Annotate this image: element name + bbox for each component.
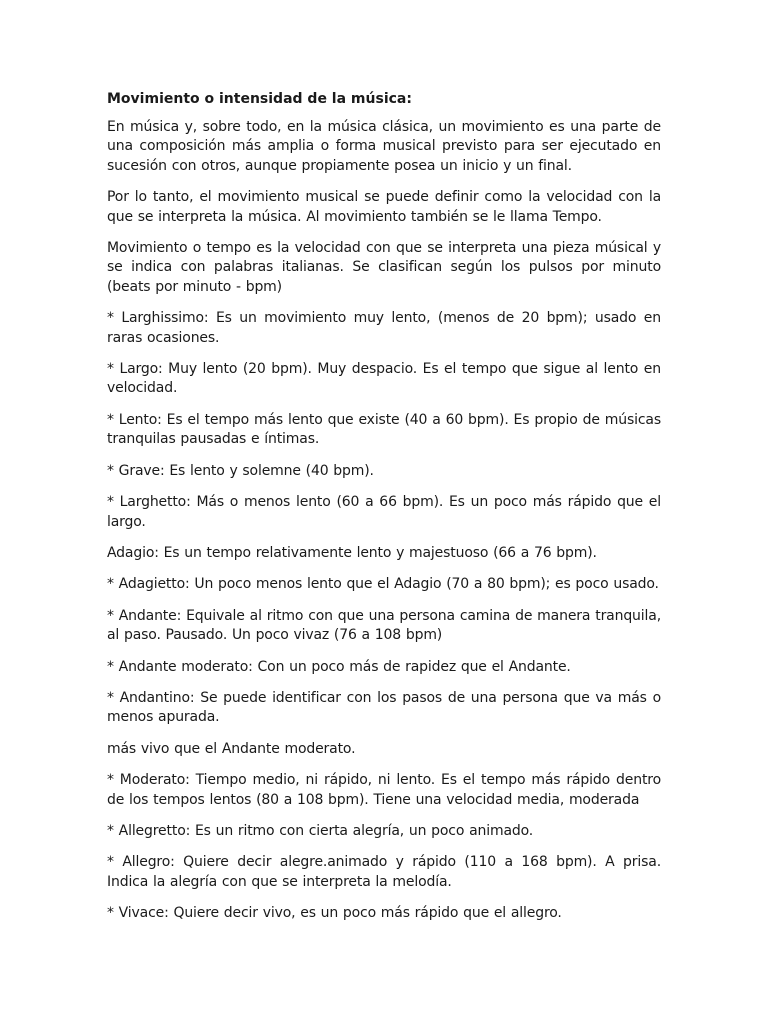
tempo-item-vivace: * Vivace: Quiere decir vivo, es un poco más rápido que el allegro. [107,905,562,922]
tempo-note-andantino-comparison: más vivo que el Andante moderato. [107,740,356,757]
paragraph-tempo-classification: Movimiento o tempo es la velocidad con que se interpreta una pieza músical y se indica con palabras italianas. Se clasifican según los pulsos por minuto (beats por minuto - bpm) [107,240,661,295]
tempo-item-andante: * Andante: Equivale al ritmo con que una persona camina de manera tranquila, al paso. Pausado. Un poco vivaz (76 a 108 bpm) [107,607,661,644]
tempo-item-allegretto: * Allegretto: Es un ritmo con cierta alegría, un poco animado. [107,822,534,839]
tempo-item-largo: * Largo: Muy lento (20 bpm). Muy despacio. Es el tempo que sigue al lento en velocidad. [107,361,661,397]
tempo-item-andantino: * Andantino: Se puede identificar con los pasos de una persona que va más o menos apurada. [107,689,661,726]
tempo-item-grave: * Grave: Es lento y solemne (40 bpm). [107,462,374,479]
tempo-item-adagietto: * Adagietto: Un poco menos lento que el Adagio (70 a 80 bpm); es poco usado. [107,576,659,593]
tempo-item-adagio: Adagio: Es un tempo relativamente lento y majestuoso (66 a 76 bpm). [107,544,597,561]
tempo-item-larghissimo: * Larghissimo: Es un movimiento muy lento, (menos de 20 bpm); usado en raras ocasiones. [107,310,661,346]
paragraph-musical-movement-speed: Por lo tanto, el movimiento musical se puede definir como la velocidad con la que se interpreta la música. Al movimiento también se le llama Tempo. [107,189,661,225]
tempo-item-andante-moderato: * Andante moderato: Con un poco más de rapidez que el Andante. [107,658,571,675]
tempo-item-larghetto: * Larghetto: Más o menos lento (60 a 66 bpm). Es un poco más rápido que el largo. [107,494,661,530]
tempo-item-allegro: * Allegro: Quiere decir alegre.animado y rápido (110 a 168 bpm). A prisa. Indica la alegría con que se interpreta la melodía. [107,854,661,890]
tempo-item-lento: * Lento: Es el tempo más lento que existe (40 a 60 bpm). Es propio de músicas tranquilas pausadas e íntimas. [107,411,661,448]
paragraph-movement-definition: En música y, sobre todo, en la música clásica, un movimiento es una parte de una composición más amplia o forma musical previsto para ser ejecutado en sucesión con otros, aunque propiamente posea un inicio y un final. [107,119,661,174]
document-title: Movimiento o intensidad de la música: [107,91,412,107]
tempo-item-moderato: * Moderato: Tiempo medio, ni rápido, ni lento. Es el tempo más rápido dentro de los tempos lentos (80 a 108 bpm). Tiene una velocidad media, moderada [107,772,661,808]
